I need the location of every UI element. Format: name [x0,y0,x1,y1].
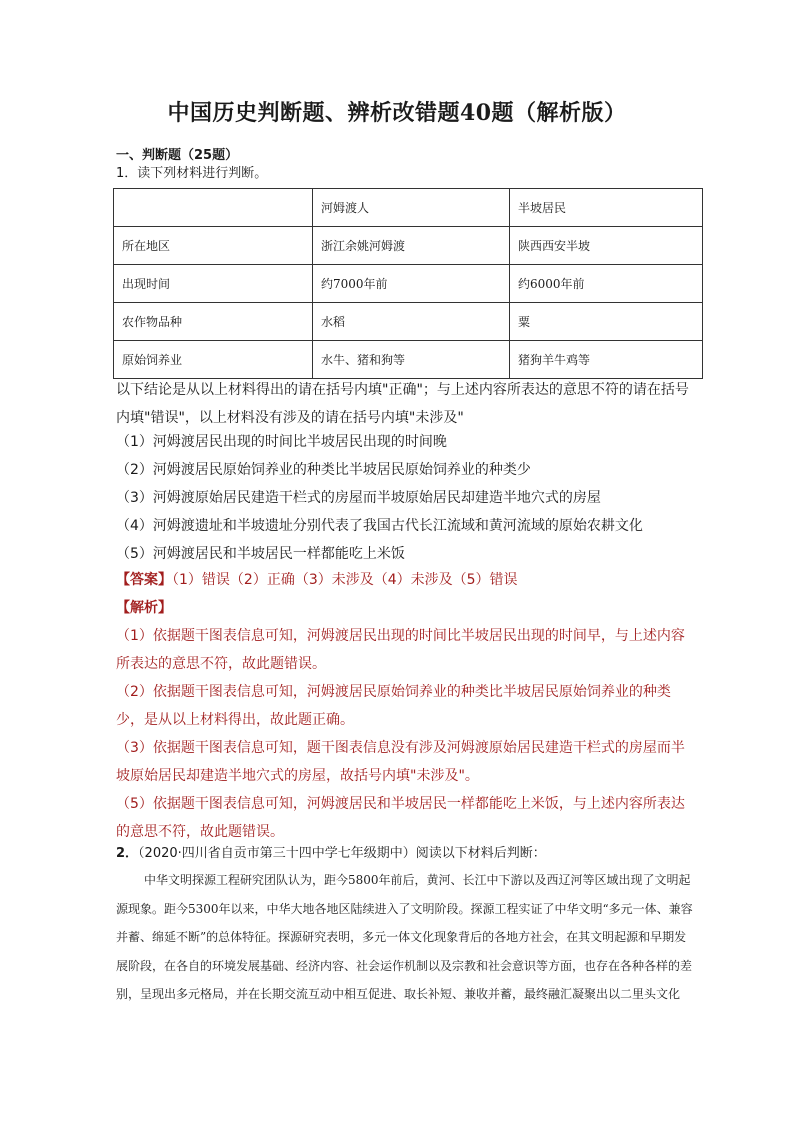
table-cell: 浙江余姚河姆渡 [313,227,510,265]
table-cell: 原始饲养业 [114,341,313,379]
table-cell: 约6000年前 [510,265,703,303]
table-cell: 水牛、猪和狗等 [313,341,510,379]
table-header-cell: 河姆渡人 [313,189,510,227]
question-1-intro: 1．读下列材料进行判断。 [116,166,268,181]
table-cell: 水稻 [313,303,510,341]
table-cell: 农作物品种 [114,303,313,341]
statement-item: （5）河姆渡居民和半坡居民一样都能吃上米饭 [116,546,405,562]
table-cell: 约7000年前 [313,265,510,303]
statement-list [116,428,696,568]
answer-text: （1）错误（2）正确（3）未涉及（4）未涉及（5）错误 [172,572,518,588]
table-row [114,227,703,265]
analysis-item: （3）依据题干图表信息可知，题干图表信息没有涉及河姆渡原始居民建造干栏式的房屋而半坡原始居民却建造半地穴式的房屋，故括号内填"未涉及"。 [116,740,685,784]
table-header-cell: 半坡居民 [510,189,703,227]
analysis-list [116,622,696,846]
section-heading: 一、判断题（25题） [116,148,239,163]
statement-item: （4）河姆渡遗址和半坡遗址分别代表了我国古代长江流域和黄河流域的原始农耕文化 [116,518,643,534]
analysis-tag: 【解析】 [116,600,172,616]
question-number: 2． [116,846,139,861]
table-cell [114,189,313,227]
page-title: 中国历史判断题、辨析改错题40题（解析版） [167,100,627,126]
table-cell: 所在地区 [114,227,313,265]
table-cell: 猪狗羊牛鸡等 [510,341,703,379]
question-2-heading [116,842,546,861]
question-2-material [116,866,696,1009]
analysis-item: （2）依据题干图表信息可知，河姆渡居民原始饲养业的种类比半坡居民原始饲养业的种类少，是从以上材料得出，故此题正确。 [116,684,671,728]
table-cell: 出现时间 [114,265,313,303]
question-1-instruction: 以下结论是从以上材料得出的请在括号内填"正确"；与上述内容所表达的意思不符的请在括号内填"错误"，以上材料没有涉及的请在括号内填"未涉及" [116,382,689,426]
table-cell: 陕西西安半坡 [510,227,703,265]
material-text: 中华文明探源工程研究团队认为，距今5800年前后，黄河、长江中下游以及西辽河等区域出现了文明起源现象。距今5300年以来，中华大地各地区陆续进入了文明阶段。探源工程实证了中华文明“多元一体、兼容并蓄、绵延不断”的总体特征。探源研究表明，多元一体文化现象背后的各地方社会，在其文明起源和早期发展阶段，在各自的环境发展基础、经济内容、社会运作机制以及宗教和社会意识等方面，也存在各种各样的差别，呈现出多元格局，并在长期交流互动中相互促进、取长补短、兼收并蓄，最终融汇凝聚出以二里头文化 [116,873,693,1001]
question-source: （2020·四川省自贡市第三十四中学七年级期中）阅读以下材料后判断： [138,846,546,861]
analysis-item: （1）依据题干图表信息可知，河姆渡居民出现的时间比半坡居民出现的时间早，与上述内容所表达的意思不符，故此题错误。 [116,628,685,672]
statement-item: （1）河姆渡居民出现的时间比半坡居民出现的时间晚 [116,434,447,450]
answer-tag: 【答案】 [116,572,172,588]
table-header-row [114,189,703,227]
statement-item: （2）河姆渡居民原始饲养业的种类比半坡居民原始饲养业的种类少 [116,462,531,478]
material-table [113,188,703,379]
statement-item: （3）河姆渡原始居民建造干栏式的房屋而半坡原始居民却建造半地穴式的房屋 [116,490,601,506]
analysis-item: （5）依据题干图表信息可知，河姆渡居民和半坡居民一样都能吃上米饭，与上述内容所表达的意思不符，故此题错误。 [116,796,685,840]
table-row [114,341,703,379]
answer-line [116,566,696,594]
table-row [114,303,703,341]
table-cell: 粟 [510,303,703,341]
table-row [114,265,703,303]
